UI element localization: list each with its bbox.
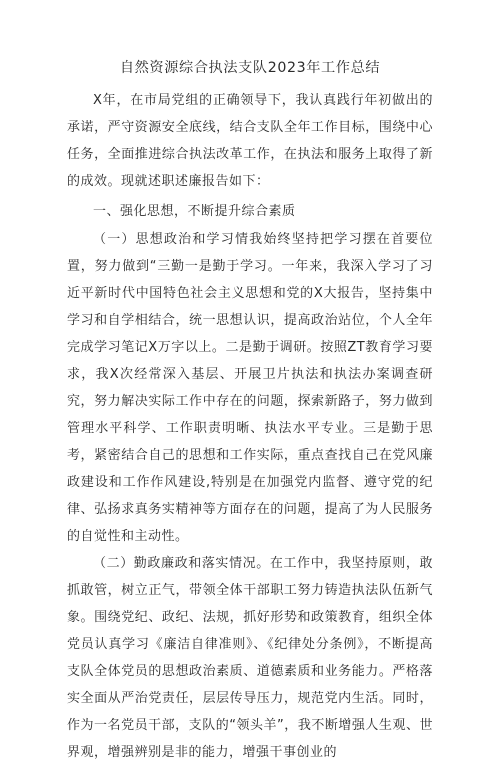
section-heading: 一、强化思想，不断提升综合素质 — [93, 204, 296, 219]
body-paragraph-1: （一）思想政治和学习情我始终坚持把学习摆在首要位置，努力做到“三勤一是勤于学习。一年来，我深入学习了习近平新时代中国特色社会主义思想和党的X大报告，坚持集中学习和自学相结合，统一思想认识，提高政治站位，个人全年完成学习笔记X万字以上。二是勤于调研。按照ZT教育学习要求，我X次经常深入基层、开展卫片执法和执法办案调查研究，努力解决实际工作中存在的问题，探索新路子，努力做到管理水平科学、工作职责明晰、执法水平专业。三是勤于思考，紧密结合自己的思想和工作实际，重点查找自己在党风廉政建设和工作作风建设,特别是在加强党内监督、遵守党的纪律、弘扬求真务实精神等方面存在的问题，提高了为人民服务的自觉性和主动性。 — [67, 232, 433, 544]
document-title: 自然资源综合执法支队2023年工作总结 — [119, 60, 381, 76]
intro-paragraph: X年，在市局党组的正确领导下，我认真践行年初做出的承诺，严守资源安全底线，结合支队全年工作目标，围绕中心任务，全面推进综合执法改革工作，在执法和服务上取得了新的成效。现就述职述廉报告如下： — [67, 93, 433, 189]
body-paragraph-2: （二）勤政廉政和落实情况。在工作中，我坚持原则，敢抓敢管，树立正气，带领全体干部职工努力铸造执法队伍新气象。围绕党纪、政纪、法规，抓好形势和政策教育，组织全体党员认真学习《廉洁自律准则》、《纪律处分条例》，不断提高支队全体党员的思想政治素质、道德素质和业务能力。严格落实全面从严治党责任，层层传导压力，规范党内生活。同时，作为一名党员干部，支队的“领头羊”，我不断增强人生观、世界观，增强辨别是非的能力，增强干事创业的 — [67, 556, 433, 760]
